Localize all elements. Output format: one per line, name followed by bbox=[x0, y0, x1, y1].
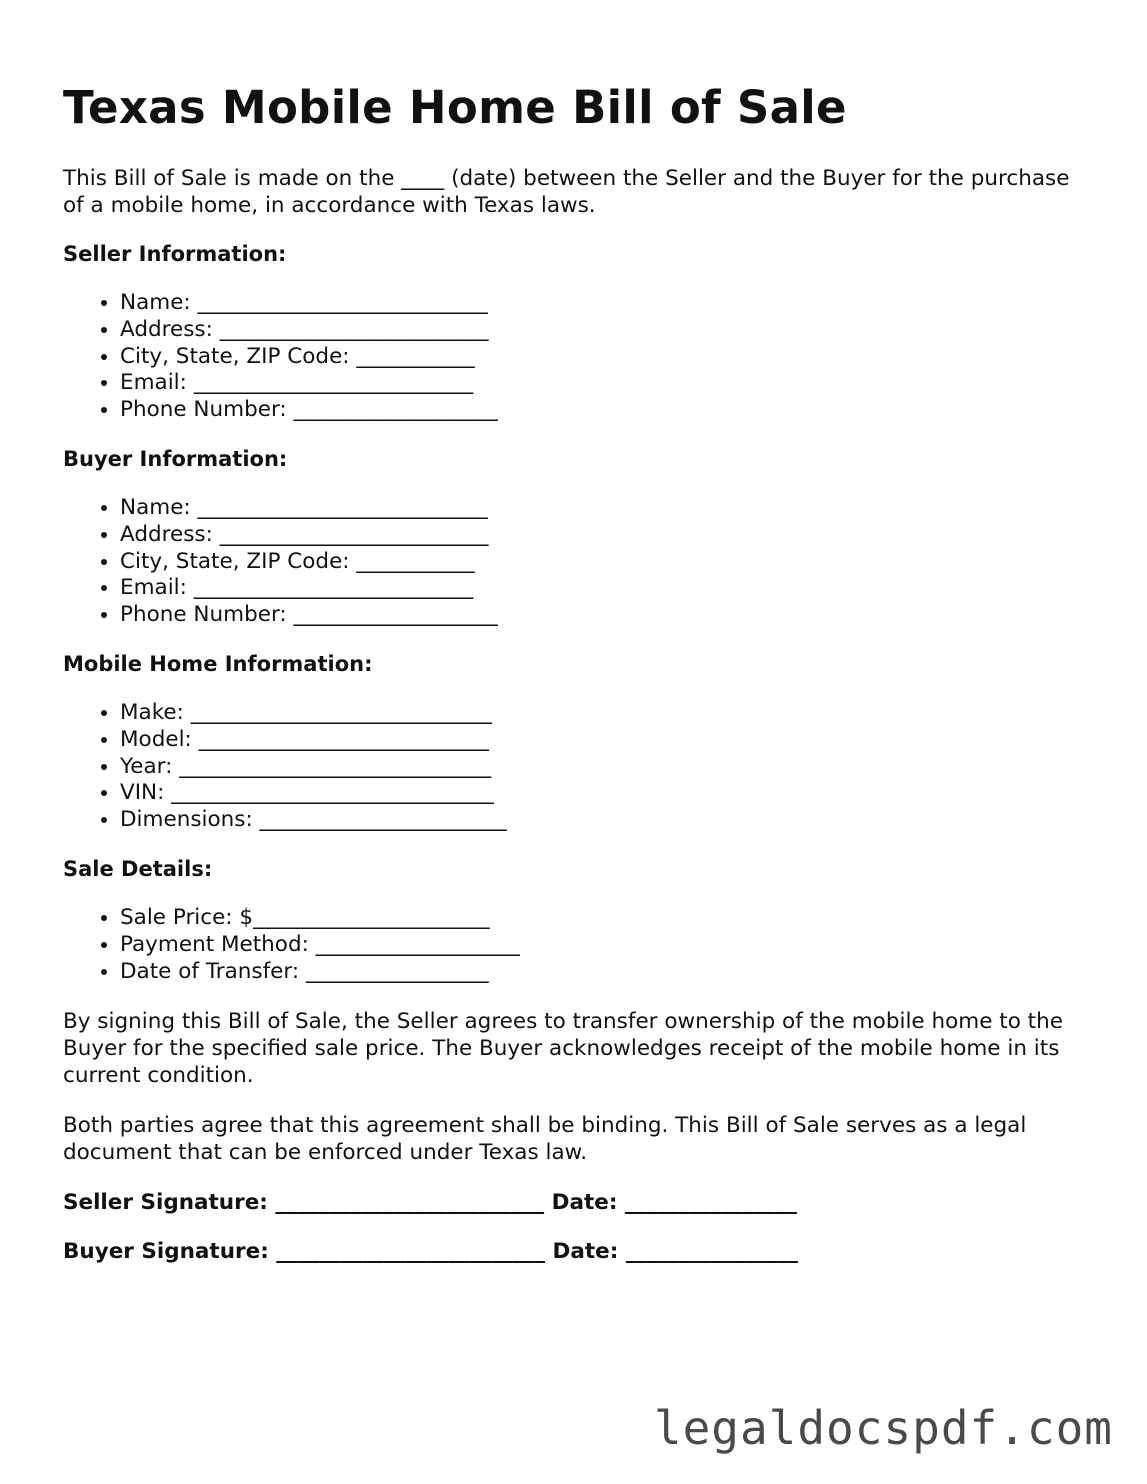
buyer-address-field: • Address: _________________________ bbox=[120, 522, 1083, 549]
home-year-field: • Year: _____________________________ bbox=[120, 754, 1083, 781]
payment-method-field: • Payment Method: ___________________ bbox=[120, 932, 1083, 959]
home-make-field: • Make: ____________________________ bbox=[120, 700, 1083, 727]
sale-list bbox=[63, 905, 1083, 985]
buyer-name-field: • Name: ___________________________ bbox=[120, 495, 1083, 522]
home-heading: Mobile Home Information: bbox=[63, 651, 373, 676]
binding-paragraph: Both parties agree that this agreement shall be binding. This Bill of Sale serves as a legal document that can be enforced under Texas law. bbox=[63, 1113, 1027, 1166]
buyer-phone-field: • Phone Number: ___________________ bbox=[120, 602, 1083, 629]
intro-paragraph: This Bill of Sale is made on the ____ (date) between the Seller and the Buyer for the purchase of a mobile home, in accordance with Texas laws. bbox=[63, 166, 1070, 218]
sale-heading: Sale Details: bbox=[63, 856, 213, 881]
seller-address-field: • Address: _________________________ bbox=[120, 317, 1083, 344]
document-title: Texas Mobile Home Bill of Sale bbox=[63, 81, 847, 134]
home-list bbox=[63, 700, 1083, 834]
transfer-date-field: • Date of Transfer: _________________ bbox=[120, 959, 1083, 986]
seller-city-field: • City, State, ZIP Code: ___________ bbox=[120, 344, 1083, 371]
buyer-city-field: • City, State, ZIP Code: ___________ bbox=[120, 549, 1083, 576]
sale-price-field: • Sale Price: $______________________ bbox=[120, 905, 1083, 932]
home-model-field: • Model: ___________________________ bbox=[120, 727, 1083, 754]
buyer-heading: Buyer Information: bbox=[63, 446, 288, 471]
buyer-email-field: • Email: __________________________ bbox=[120, 575, 1083, 602]
buyer-list bbox=[63, 495, 1083, 629]
seller-list bbox=[63, 290, 1083, 424]
buyer-signature-line: Buyer Signature: _________________________ Date: ________________ bbox=[63, 1239, 798, 1265]
site-watermark: legaldocspdf.com bbox=[653, 1401, 1113, 1455]
seller-phone-field: • Phone Number: ___________________ bbox=[120, 397, 1083, 424]
home-vin-field: • VIN: ______________________________ bbox=[120, 780, 1083, 807]
seller-heading: Seller Information: bbox=[63, 242, 287, 266]
seller-email-field: • Email: __________________________ bbox=[120, 370, 1083, 397]
document-page bbox=[63, 78, 1083, 1265]
transfer-paragraph: By signing this Bill of Sale, the Seller agrees to transfer ownership of the mobile home to the Buyer for the specified sale price. The Buyer acknowledges receipt of the mobile home in its current condition. bbox=[63, 1009, 1063, 1089]
seller-signature-line: Seller Signature: _________________________ Date: ________________ bbox=[63, 1190, 797, 1216]
home-dimensions-field: • Dimensions: _______________________ bbox=[120, 807, 1083, 834]
seller-name-field: • Name: ___________________________ bbox=[120, 290, 1083, 317]
